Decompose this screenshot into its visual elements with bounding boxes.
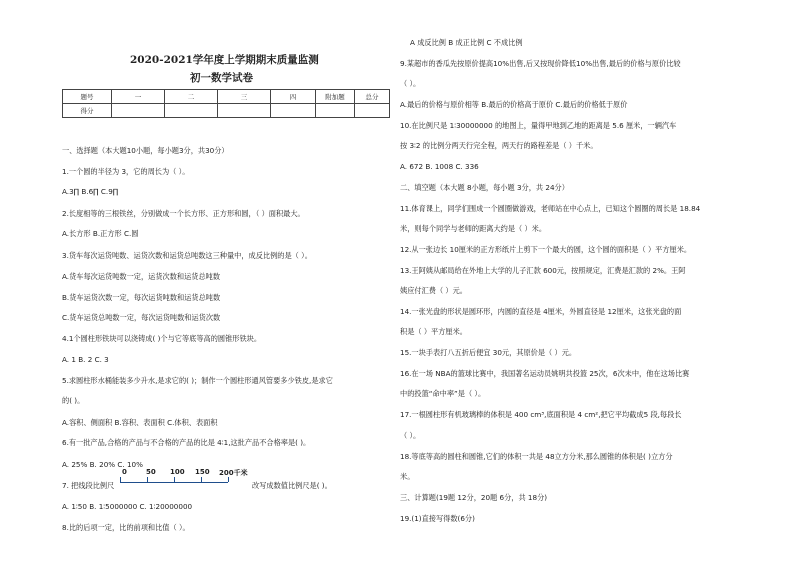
question-text-continued: 积是（ ）平方厘米。 (400, 327, 467, 336)
answer-options: A.长方形 B.正方形 C.圆 (62, 229, 139, 238)
question-text: 19.(1)直接写得数(6分) (400, 514, 475, 523)
table-cell: 附加题 (316, 90, 355, 104)
question-text: 17.一根圆柱形有机玻璃棒的体积是 400 cm³,底面积是 4 cm²,把它平均截成5 段,每段长 (400, 410, 682, 419)
answer-options: A. 672 B. 1008 C. 336 (400, 162, 479, 171)
question-text-continued: 姨应付汇费（ ）元。 (400, 286, 467, 295)
answer-options: A. 1∶50 B. 1∶5000000 C. 1∶20000000 (62, 502, 193, 511)
section-heading: 二、填空题（本大题 8小题，每小题 3分，共 24分） (400, 183, 569, 192)
scale-tick (174, 477, 175, 482)
question-text-continued: （ ）。 (400, 79, 421, 88)
scale-tick (228, 477, 229, 482)
question-text: 4.1个圆柱形铁块可以浇铸成( )个与它等底等高的圆锥形铁块。 (62, 334, 262, 343)
answer-options: A. 25% B. 20% C. 10% (62, 460, 143, 469)
question-text: 10.在比例尺是 1∶30000000 的地图上，量得甲地到乙地的距离是 5.6 厘米，一辆汽车 (400, 121, 677, 130)
question-text-continued: 的( )。 (62, 396, 85, 405)
table-cell: 题号 (63, 90, 112, 104)
answer-options: A.最后的价格与原价相等 B.最后的价格高于原价 C.最后的价格低于原价 (400, 100, 628, 109)
question-text-continued: （ ）。 (400, 431, 421, 440)
answer-options: A. 1 B. 2 C. 3 (62, 355, 109, 364)
scale-label: 150 (195, 468, 210, 476)
table-cell: 三 (218, 90, 271, 104)
score-table-score-row (63, 104, 390, 118)
scale-tick (120, 477, 121, 482)
question-text: 9.某超市的香瓜先按原价提高10%出售,后又按现价降低10%出售,最后的价格与原价比较 (400, 59, 681, 68)
table-cell: 得分 (63, 104, 112, 118)
question-text: 3.货车每次运货吨数、运货次数和运货总吨数这三种量中，成反比例的是（ ）。 (62, 251, 312, 260)
exam-title: 2020-2021学年度上学期期末质量监测 (130, 54, 319, 66)
table-cell: 一 (112, 90, 165, 104)
question-text: 6.有一批产品,合格的产品与不合格的产品的比是 4∶1,这批产品不合格率是( )。 (62, 438, 311, 447)
question-text: 2.长度相等的三根铁丝，分别做成一个长方形、正方形和圆，（ ）面积最大。 (62, 209, 305, 218)
question-text: 16.在一场 NBA的篮球比赛中，我国著名运动员姚明共投篮 25次，6次未中，他在这场比赛 (400, 369, 690, 378)
scale-label: 200千米 (219, 469, 248, 477)
scale-label: 100 (170, 468, 185, 476)
table-cell: 四 (271, 90, 316, 104)
table-cell[interactable] (112, 104, 165, 118)
scale-tick (201, 477, 202, 482)
score-table-header-row (63, 90, 390, 104)
table-cell[interactable] (271, 104, 316, 118)
question-text: 14.一张光盘的形状是圆环形，内圆的直径是 4厘米，外圆直径是 12厘米，这张光盘的面 (400, 307, 682, 316)
answer-options: A.容积、侧面积 B.容积、表面积 C.体积、表面积 (62, 418, 218, 427)
question-text: 8.比的后项一定，比的前项和比值（ ）。 (62, 523, 190, 532)
exam-subtitle: 初一数学试卷 (190, 72, 253, 84)
score-table (62, 89, 390, 118)
answer-option: B.货车运货次数一定，每次运货吨数和运货总吨数 (62, 293, 221, 302)
question-text-continued: 米，则每个同学与老师的距离大约是（ ）米。 (400, 224, 547, 233)
table-cell[interactable] (316, 104, 355, 118)
answer-option: A.货车每次运货吨数一定，运货次数和运货总吨数 (62, 272, 221, 281)
question-text-continued: 米。 (400, 472, 415, 481)
question-text: 12.从一张边长 10厘米的正方形纸片上剪下一个最大的圆，这个圆的面积是（ ）平方厘米。 (400, 245, 692, 254)
question-text: 18.等底等高的圆柱和圆锥,它们的体积一共是 48立方分米,那么圆锥的体积是( )立方分 (400, 452, 673, 461)
question-text-continued: 改写成数值比例尺是( )。 (252, 481, 332, 490)
table-cell: 总分 (355, 90, 390, 104)
answer-option: C.货车运货总吨数一定，每次运货吨数和运货次数 (62, 313, 221, 322)
question-text: 1.一个圆的半径为 3，它的周长为（ ）。 (62, 167, 190, 176)
question-text: 7. 把线段比例尺 (62, 481, 115, 490)
scale-label: 0 (122, 468, 127, 476)
question-text: 11.体育课上，同学们围成一个圆圈做游戏，老师站在中心点上，已知这个圆圈的周长是 18.84 (400, 204, 701, 213)
table-cell[interactable] (218, 104, 271, 118)
scale-label: 50 (146, 468, 156, 476)
section-heading: 一、选择题（本大题10小题，每小题3分，共30分） (62, 146, 229, 155)
section-heading: 三、计算题(19题 12分，20题 6分，共 18分) (400, 493, 548, 502)
scale-tick (147, 477, 148, 482)
table-cell[interactable] (355, 104, 390, 118)
question-text-continued: 按 3∶2 的比例分两天行完全程，两天行的路程差是（ ）千米。 (400, 141, 598, 150)
table-cell[interactable] (165, 104, 218, 118)
answer-options: A.3∏ B.6∏ C.9∏ (62, 187, 119, 196)
answer-options: A 成反比例 B 成正比例 C 不成比例 (410, 38, 523, 47)
table-cell: 二 (165, 90, 218, 104)
question-text: 5.求圆柱形水桶能装多少升水,是求它的( )；制作一个圆柱形通风管要多少铁皮,是求它 (62, 376, 333, 385)
question-text: 13.王阿姨从邮局给在外地上大学的儿子汇款 600元，按照规定，汇费是汇款的 2%。王阿 (400, 266, 686, 275)
scale-line (120, 482, 228, 483)
question-text: 15.一块手表打八五折后便宜 30元，其原价是（ ）元。 (400, 348, 577, 357)
question-text-continued: 中的投篮“命中率”是（ ）。 (400, 389, 486, 398)
